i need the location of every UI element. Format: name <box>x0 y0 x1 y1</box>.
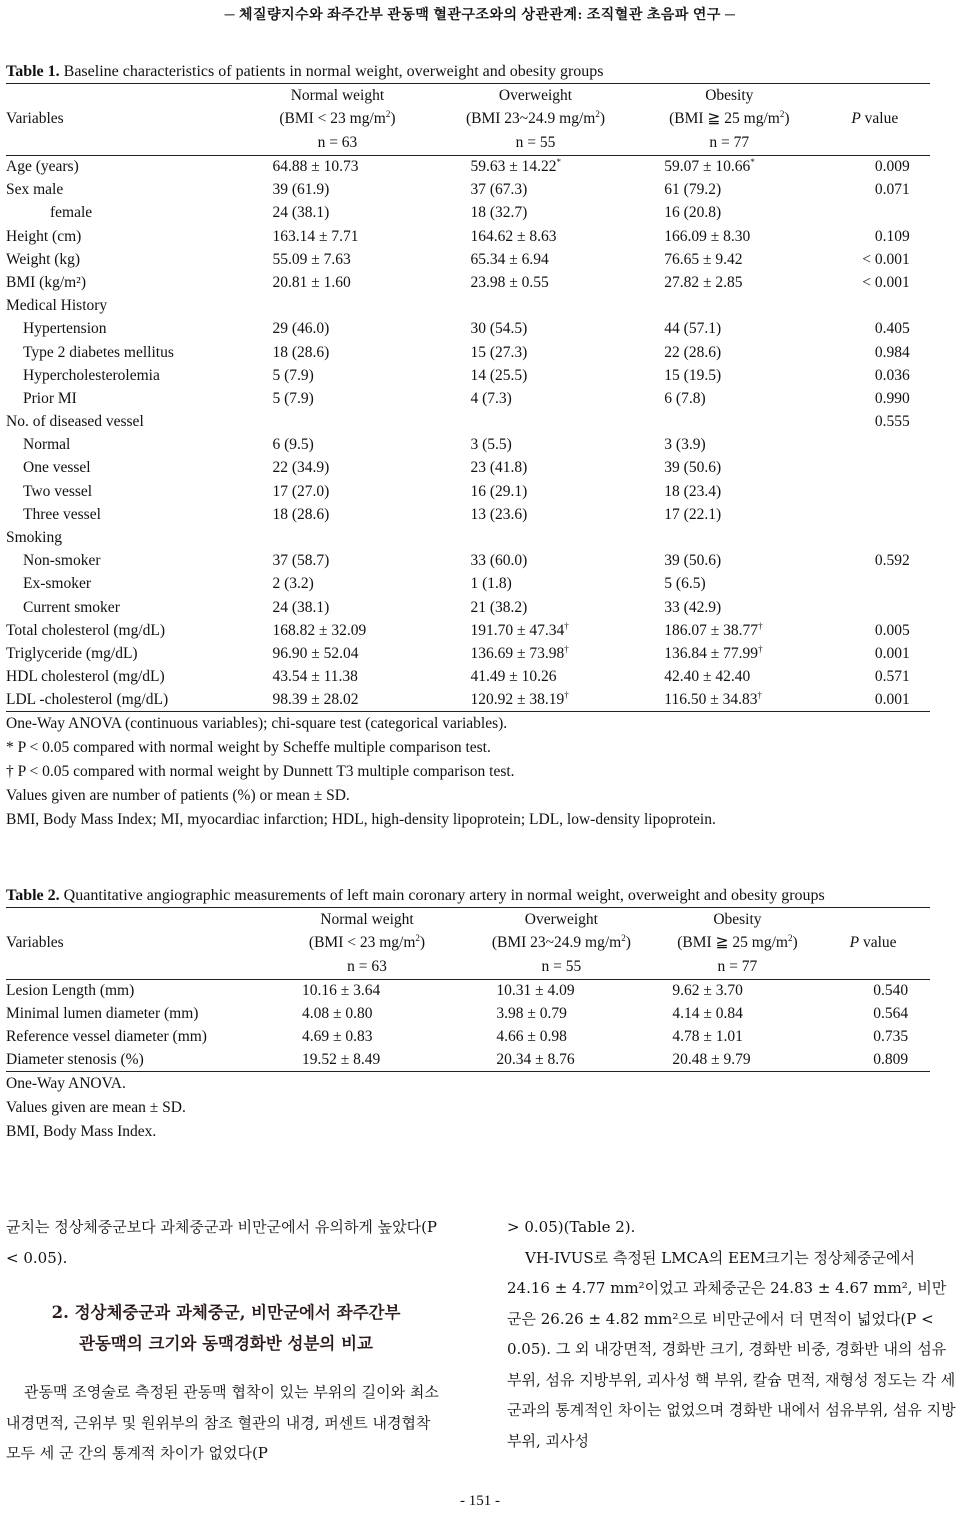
cell-value: 13 (23.6) <box>470 505 528 523</box>
group-range-normal: (BMI < 23 $mg/m^2$) <box>279 109 396 128</box>
cell-value: 15 (19.5) <box>664 366 722 384</box>
cell-value: 6 (9.5) <box>272 436 314 454</box>
cell-value: 20.48 ± 9.79 <box>659 1049 816 1072</box>
cell-value: 96.90 ± 52.04 <box>272 644 359 662</box>
cell-value: 5 (7.9) <box>272 389 314 407</box>
cell-value: 163.14 ± 7.71 <box>272 227 359 245</box>
cell-value: 3 (5.5) <box>470 436 512 454</box>
table-note: † P < 0.05 compared with normal weight by Dunnett T3 multiple comparison test. <box>6 762 515 780</box>
cell-value: 22 (28.6) <box>664 343 722 361</box>
group-n-overweight: n = 55 <box>432 131 639 155</box>
row-label: Hypercholesterolemia <box>23 366 160 384</box>
t2-group-n-overweight: n = 55 <box>464 955 659 979</box>
row-label: Normal <box>23 436 71 454</box>
table-row <box>6 225 930 248</box>
running-head: ─ 체질량지수와 좌주간부 관동맥 혈관구조와의 상관관계: 조직혈관 초음파 연구 ─ <box>224 8 736 23</box>
cell-value: 20.81 ± 1.60 <box>272 273 351 291</box>
group-range-obesity: (BMI ≧ 25 $mg/m^2$) <box>669 109 790 128</box>
table-row <box>6 294 930 317</box>
cell-value: 10.16 ± 3.64 <box>302 982 381 1000</box>
cell-value: 4.66 ± 0.98 <box>496 1028 567 1046</box>
cell-value: 2 (3.2) <box>272 575 314 593</box>
cell-value: 33 (60.0) <box>470 552 528 570</box>
table-note: One-Way ANOVA. <box>6 1075 126 1093</box>
cell-value: 6 (7.8) <box>664 389 706 407</box>
cell-p-value: 0.571 <box>874 668 910 686</box>
cell-value: 191.70 ± 47.34† <box>470 620 569 639</box>
cell-value: 19.52 ± 8.49 <box>270 1049 464 1072</box>
cell-value <box>639 526 819 549</box>
cell-p-value: 0.071 <box>874 181 910 199</box>
row-label: BMI (kg/m²) <box>6 273 86 291</box>
cell-p-value: 0.735 <box>873 1028 909 1046</box>
table-row <box>6 979 930 1002</box>
cell-value <box>243 294 432 317</box>
table-row <box>6 433 930 456</box>
cell-p-value <box>820 526 930 549</box>
cell-p-value: 0.984 <box>874 343 910 361</box>
cell-value: 61 (79.2) <box>664 181 722 199</box>
body-paragraph: > 0.05)(Table 2). <box>507 1218 636 1236</box>
cell-value: 24 (38.1) <box>272 204 330 222</box>
cell-value: 4 (7.3) <box>470 389 512 407</box>
table-row <box>6 318 930 341</box>
table-row <box>6 549 930 572</box>
table-row <box>6 1049 930 1072</box>
cell-value: 4.78 ± 1.01 <box>672 1028 743 1046</box>
table-row <box>6 178 930 201</box>
row-label: Weight (kg) <box>6 250 81 268</box>
cell-value: 14 (25.5) <box>470 366 528 384</box>
t2-group-n-normal: n = 63 <box>270 955 464 979</box>
row-label: Hypertension <box>23 320 107 338</box>
cell-value: 59.63 ± 14.22* <box>470 157 561 176</box>
cell-value <box>639 294 819 317</box>
cell-value: 30 (54.5) <box>470 320 528 338</box>
t2-group-name-obesity: Obesity <box>713 910 762 928</box>
cell-p-value <box>820 457 930 480</box>
cell-value: 3.98 ± 0.79 <box>496 1005 567 1023</box>
row-label: Prior MI <box>23 389 77 407</box>
cell-p-value: < 0.001 <box>862 250 910 268</box>
table-1-caption-text: Baseline characteristics of patients in normal weight, overweight and obesity groups <box>63 62 604 80</box>
group-name-normal: Normal weight <box>290 86 385 104</box>
table-row <box>6 271 930 294</box>
cell-p-value: 0.564 <box>873 1005 909 1023</box>
cell-value: 136.84 ± 77.99† <box>664 643 763 662</box>
row-label: No. of diseased vessel <box>6 413 144 431</box>
cell-value: 39 (50.6) <box>664 459 722 477</box>
table-1-caption <box>6 60 930 83</box>
table-row <box>6 689 930 712</box>
cell-value: 166.09 ± 8.30 <box>664 227 751 245</box>
t2-p-value-header: P value <box>849 934 897 952</box>
row-label: Age (years) <box>6 158 79 176</box>
cell-p-value: 0.036 <box>874 366 910 384</box>
cell-value <box>432 294 639 317</box>
cell-p-value <box>820 202 930 225</box>
table-2-caption <box>6 884 930 907</box>
row-label: Two vessel <box>23 482 93 500</box>
cell-p-value <box>820 294 930 317</box>
table-row <box>6 573 930 596</box>
cell-value: 1 (1.8) <box>470 575 512 593</box>
cell-p-value: 0.009 <box>874 158 910 176</box>
cell-value: 43.54 ± 11.38 <box>272 668 358 686</box>
t2-group-name-normal: Normal weight <box>320 910 414 928</box>
table-note: BMI, Body Mass Index; MI, myocardiac infarction; HDL, high-density lipoprotein; LDL, low-density lipoprotein. <box>6 810 716 828</box>
group-name-overweight: Overweight <box>498 86 573 104</box>
row-label: Triglyceride (mg/dL) <box>6 644 138 662</box>
row-label: Total cholesterol (mg/dL) <box>6 621 166 639</box>
table-row <box>6 457 930 480</box>
cell-value: 29 (46.0) <box>272 320 330 338</box>
row-label: Medical History <box>6 297 108 315</box>
table-row <box>6 341 930 364</box>
cell-value: 17 (27.0) <box>272 482 330 500</box>
cell-value: 16 (20.8) <box>664 204 722 222</box>
cell-p-value: < 0.001 <box>862 273 910 291</box>
body-paragraph: VH-IVUS로 측정된 LMCA의 EEM크기는 정상체중군에서 24.16 ± 4.77 mm²이었고 과체중군은 24.83 ± 4.67 mm², 비만군은 26.26 ± 4.82 mm²으로 비만군에서 더 면적이 넓었다(P < 0.05). 그 외 내강면적, 경화반 크기, 경화반 비중, 경화반 내의 섬유부위, 섬유 지방부위, 괴사성 핵 부위, 칼슘 면적, 재형성 정도는 각 세군과의 통계적인 차이는 없었으며 경화반 내에서 섬유부위, 섬유 지방부위, 괴사성 <box>507 1248 956 1450</box>
cell-value: 18 (32.7) <box>470 204 528 222</box>
table-row <box>6 619 930 642</box>
cell-value: 9.62 ± 3.70 <box>672 982 743 1000</box>
cell-value: 44 (57.1) <box>664 320 722 338</box>
cell-value: 98.39 ± 28.02 <box>243 689 432 712</box>
cell-value: 64.88 ± 10.73 <box>272 158 359 176</box>
cell-p-value: 0.990 <box>874 389 910 407</box>
table-row <box>6 387 930 410</box>
table-row <box>6 503 930 526</box>
p-value-header: P value <box>851 110 899 128</box>
table-row <box>6 202 930 225</box>
cell-value: 186.07 ± 38.77† <box>664 620 763 639</box>
cell-value: 168.82 ± 32.09 <box>272 621 367 639</box>
cell-value: 23 (41.8) <box>470 459 528 477</box>
cell-value: 55.09 ± 7.63 <box>272 250 351 268</box>
table-note: One-Way ANOVA (continuous variables); chi-square test (categorical variables). <box>6 715 508 733</box>
table-note: * P < 0.05 compared with normal weight by Scheffe multiple comparison test. <box>6 738 491 756</box>
table-2 <box>6 884 930 1144</box>
row-label: Reference vessel diameter (mm) <box>6 1028 207 1046</box>
table-row <box>6 248 930 271</box>
cell-p-value: 0.592 <box>874 552 910 570</box>
table-row <box>6 665 930 688</box>
cell-value: 37 (58.7) <box>272 552 330 570</box>
cell-value: 3 (3.9) <box>664 436 706 454</box>
cell-value: 16 (29.1) <box>470 482 528 500</box>
table-note: Values given are number of patients (%) or mean ± SD. <box>6 786 350 804</box>
cell-value: 39 (61.9) <box>272 181 330 199</box>
cell-value <box>432 410 639 433</box>
cell-value: 27.82 ± 2.85 <box>664 273 743 291</box>
row-label: Current smoker <box>23 598 120 616</box>
cell-value: 18 (28.6) <box>272 343 330 361</box>
cell-p-value <box>820 573 930 596</box>
cell-value: 18 (28.6) <box>272 505 330 523</box>
body-paragraph: 균치는 정상체중군보다 과체중군과 비만군에서 유의하게 높았다(P < 0.05). <box>6 1218 438 1267</box>
cell-p-value <box>820 596 930 619</box>
table-note: Values given are mean ± SD. <box>6 1099 186 1117</box>
cell-value: 5 (6.5) <box>664 575 706 593</box>
body-left-column <box>6 1212 446 1469</box>
cell-value: 120.92 ± 38.19† <box>432 689 639 712</box>
cell-value: 65.34 ± 6.94 <box>470 250 549 268</box>
cell-value: 24 (38.1) <box>272 598 330 616</box>
row-label: Smoking <box>6 529 62 547</box>
cell-value: 4.69 ± 0.83 <box>302 1028 373 1046</box>
cell-value: 4.14 ± 0.84 <box>672 1005 743 1023</box>
row-label: HDL cholesterol (mg/dL) <box>6 668 165 686</box>
cell-value: 33 (42.9) <box>664 598 722 616</box>
cell-value: 136.69 ± 73.98† <box>470 643 569 662</box>
row-label: Minimal lumen diameter (mm) <box>6 1005 199 1023</box>
table-1-label: Table 1. <box>6 62 60 80</box>
cell-value <box>639 410 819 433</box>
cell-value: 18 (23.4) <box>664 482 722 500</box>
t2-group-name-overweight: Overweight <box>524 910 598 928</box>
cell-p-value: 0.555 <box>874 413 910 431</box>
row-label: Lesion Length (mm) <box>6 982 135 1000</box>
cell-value: 41.49 ± 10.26 <box>470 668 557 686</box>
cell-value: 10.31 ± 4.09 <box>496 982 575 1000</box>
row-label: Diameter stenosis (%) <box>6 1049 270 1072</box>
body-paragraph: 관동맥 조영술로 측정된 관동맥 협착이 있는 부위의 길이와 최소내경면적, 근위부 및 원위부의 참조 혈관의 내경, 퍼센트 내경협착 모두 세 군 간의 통계적 차이가 없었다(P <box>6 1383 439 1462</box>
cell-p-value <box>820 433 930 456</box>
row-label: Non-smoker <box>23 552 101 570</box>
section-heading: 2. 정상체중군과 과체중군, 비만군에서 좌주간부 관동맥의 크기와 동맥경화반 성분의 비교 <box>51 1303 401 1353</box>
cell-value: 5 (7.9) <box>272 366 314 384</box>
page-number: - 151 - <box>460 1493 500 1509</box>
cell-p-value <box>820 480 930 503</box>
t2-variables-header: Variables <box>6 934 64 952</box>
cell-value: 39 (50.6) <box>664 552 722 570</box>
cell-p-value: 0.540 <box>873 982 909 1000</box>
cell-value: 42.40 ± 42.40 <box>664 668 751 686</box>
cell-p-value <box>820 503 930 526</box>
cell-value: 15 (27.3) <box>470 343 528 361</box>
cell-p-value: 0.001 <box>820 689 930 712</box>
cell-value: 22 (34.9) <box>272 459 330 477</box>
table-row <box>6 364 930 387</box>
table-row <box>6 410 930 433</box>
cell-value: 116.50 ± 34.83† <box>639 689 819 712</box>
table-row <box>6 1026 930 1049</box>
row-label: LDL -cholesterol (mg/dL) <box>6 689 243 712</box>
table-row <box>6 155 930 178</box>
t2-group-range-normal: (BMI < 23 $mg/m^2$) <box>308 933 426 952</box>
cell-p-value: 0.405 <box>874 320 910 338</box>
table-2-caption-text: Quantitative angiographic measurements of left main coronary artery in normal weight, overweight and obesity groups <box>63 886 825 904</box>
variables-header: Variables <box>6 110 64 128</box>
cell-p-value: 0.809 <box>816 1049 930 1072</box>
table-row <box>6 1002 930 1025</box>
cell-value <box>432 526 639 549</box>
cell-p-value: 0.109 <box>874 227 910 245</box>
cell-value: 20.34 ± 8.76 <box>464 1049 659 1072</box>
table-note: BMI, Body Mass Index. <box>6 1123 157 1141</box>
cell-value: 23.98 ± 0.55 <box>470 273 549 291</box>
row-label: female <box>50 204 93 222</box>
table-row <box>6 596 930 619</box>
cell-value: 4.08 ± 0.80 <box>302 1005 373 1023</box>
row-label: Ex-smoker <box>23 575 92 593</box>
row-label: Three vessel <box>23 505 101 523</box>
cell-value: 21 (38.2) <box>470 598 528 616</box>
group-name-obesity: Obesity <box>705 86 754 104</box>
table-row <box>6 480 930 503</box>
cell-value <box>243 410 432 433</box>
row-label: Type 2 diabetes mellitus <box>23 343 174 361</box>
t2-group-n-obesity: n = 77 <box>659 955 816 979</box>
cell-value <box>243 526 432 549</box>
group-range-overweight: (BMI 23~24.9 $mg/m^2$) <box>465 109 605 128</box>
row-label: One vessel <box>23 459 91 477</box>
row-label: Sex male <box>6 181 64 199</box>
cell-value: 17 (22.1) <box>664 505 722 523</box>
table-1 <box>6 60 930 832</box>
group-n-obesity: n = 77 <box>639 131 819 155</box>
cell-p-value: 0.005 <box>874 621 910 639</box>
table-row <box>6 642 930 665</box>
t2-group-range-overweight: (BMI 23~24.9 $mg/m^2$) <box>491 933 631 952</box>
body-right-column <box>507 1212 957 1456</box>
row-label: Height (cm) <box>6 227 82 245</box>
cell-value: 164.62 ± 8.63 <box>470 227 557 245</box>
cell-value: 76.65 ± 9.42 <box>664 250 743 268</box>
cell-p-value: 0.001 <box>874 644 910 662</box>
t2-group-range-obesity: (BMI ≧ 25 $mg/m^2$) <box>677 933 798 952</box>
cell-value: 59.07 ± 10.66* <box>664 157 755 176</box>
table-2-label: Table 2. <box>6 886 60 904</box>
table-row <box>6 526 930 549</box>
cell-value: 37 (67.3) <box>470 181 528 199</box>
group-n-normal: n = 63 <box>243 131 432 155</box>
